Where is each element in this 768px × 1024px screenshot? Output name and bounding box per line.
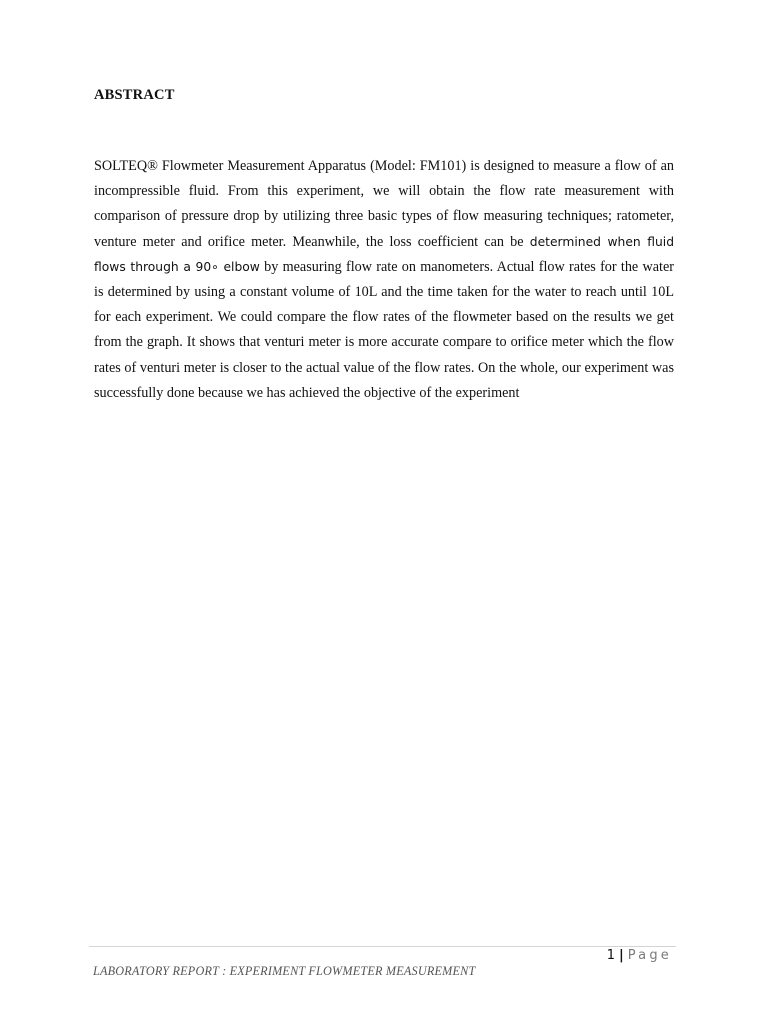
page-number: [607, 948, 672, 963]
abstract-text-part-1: SOLTEQ® Flowmeter Measurement Apparatus (Model: FM101) is designed to measure a flow of an incompressible fluid. From this experiment, we will obtain the flow rate measurement with comparison of pressure drop by utilizing three basic types of flow measuring techniques; ratometer, venture meter and orifice meter. Meanwhile, the loss coefficient can be: [94, 158, 674, 250]
abstract-text-part-3: by measuring flow rate on manometers. Actual flow rates for the water is determined by using a constant volume of 10L and the time taken for the water to reach until 10L for each experiment. We could compare the flow rates of the flowmeter based on the results we get from the graph. It shows that venturi meter is more accurate compare to orifice meter which the flow rates of venturi meter is closer to the actual value of the flow rates. On the whole, our experiment was successfully done because we has achieved the objective of the experiment: [94, 258, 675, 401]
page-number-separator: |: [618, 948, 624, 963]
section-heading: ABSTRACT: [94, 87, 175, 103]
abstract-text-part-2: determined when fluid flows through a 90∘ elbow: [94, 234, 675, 274]
page-label: Page: [627, 948, 672, 963]
footer-divider: [89, 946, 676, 947]
footer-title: LABORATORY REPORT : EXPERIMENT FLOWMETER MEASUREMENT: [93, 964, 476, 978]
page-number-value: 1: [606, 948, 615, 963]
abstract-paragraph: [94, 154, 674, 406]
